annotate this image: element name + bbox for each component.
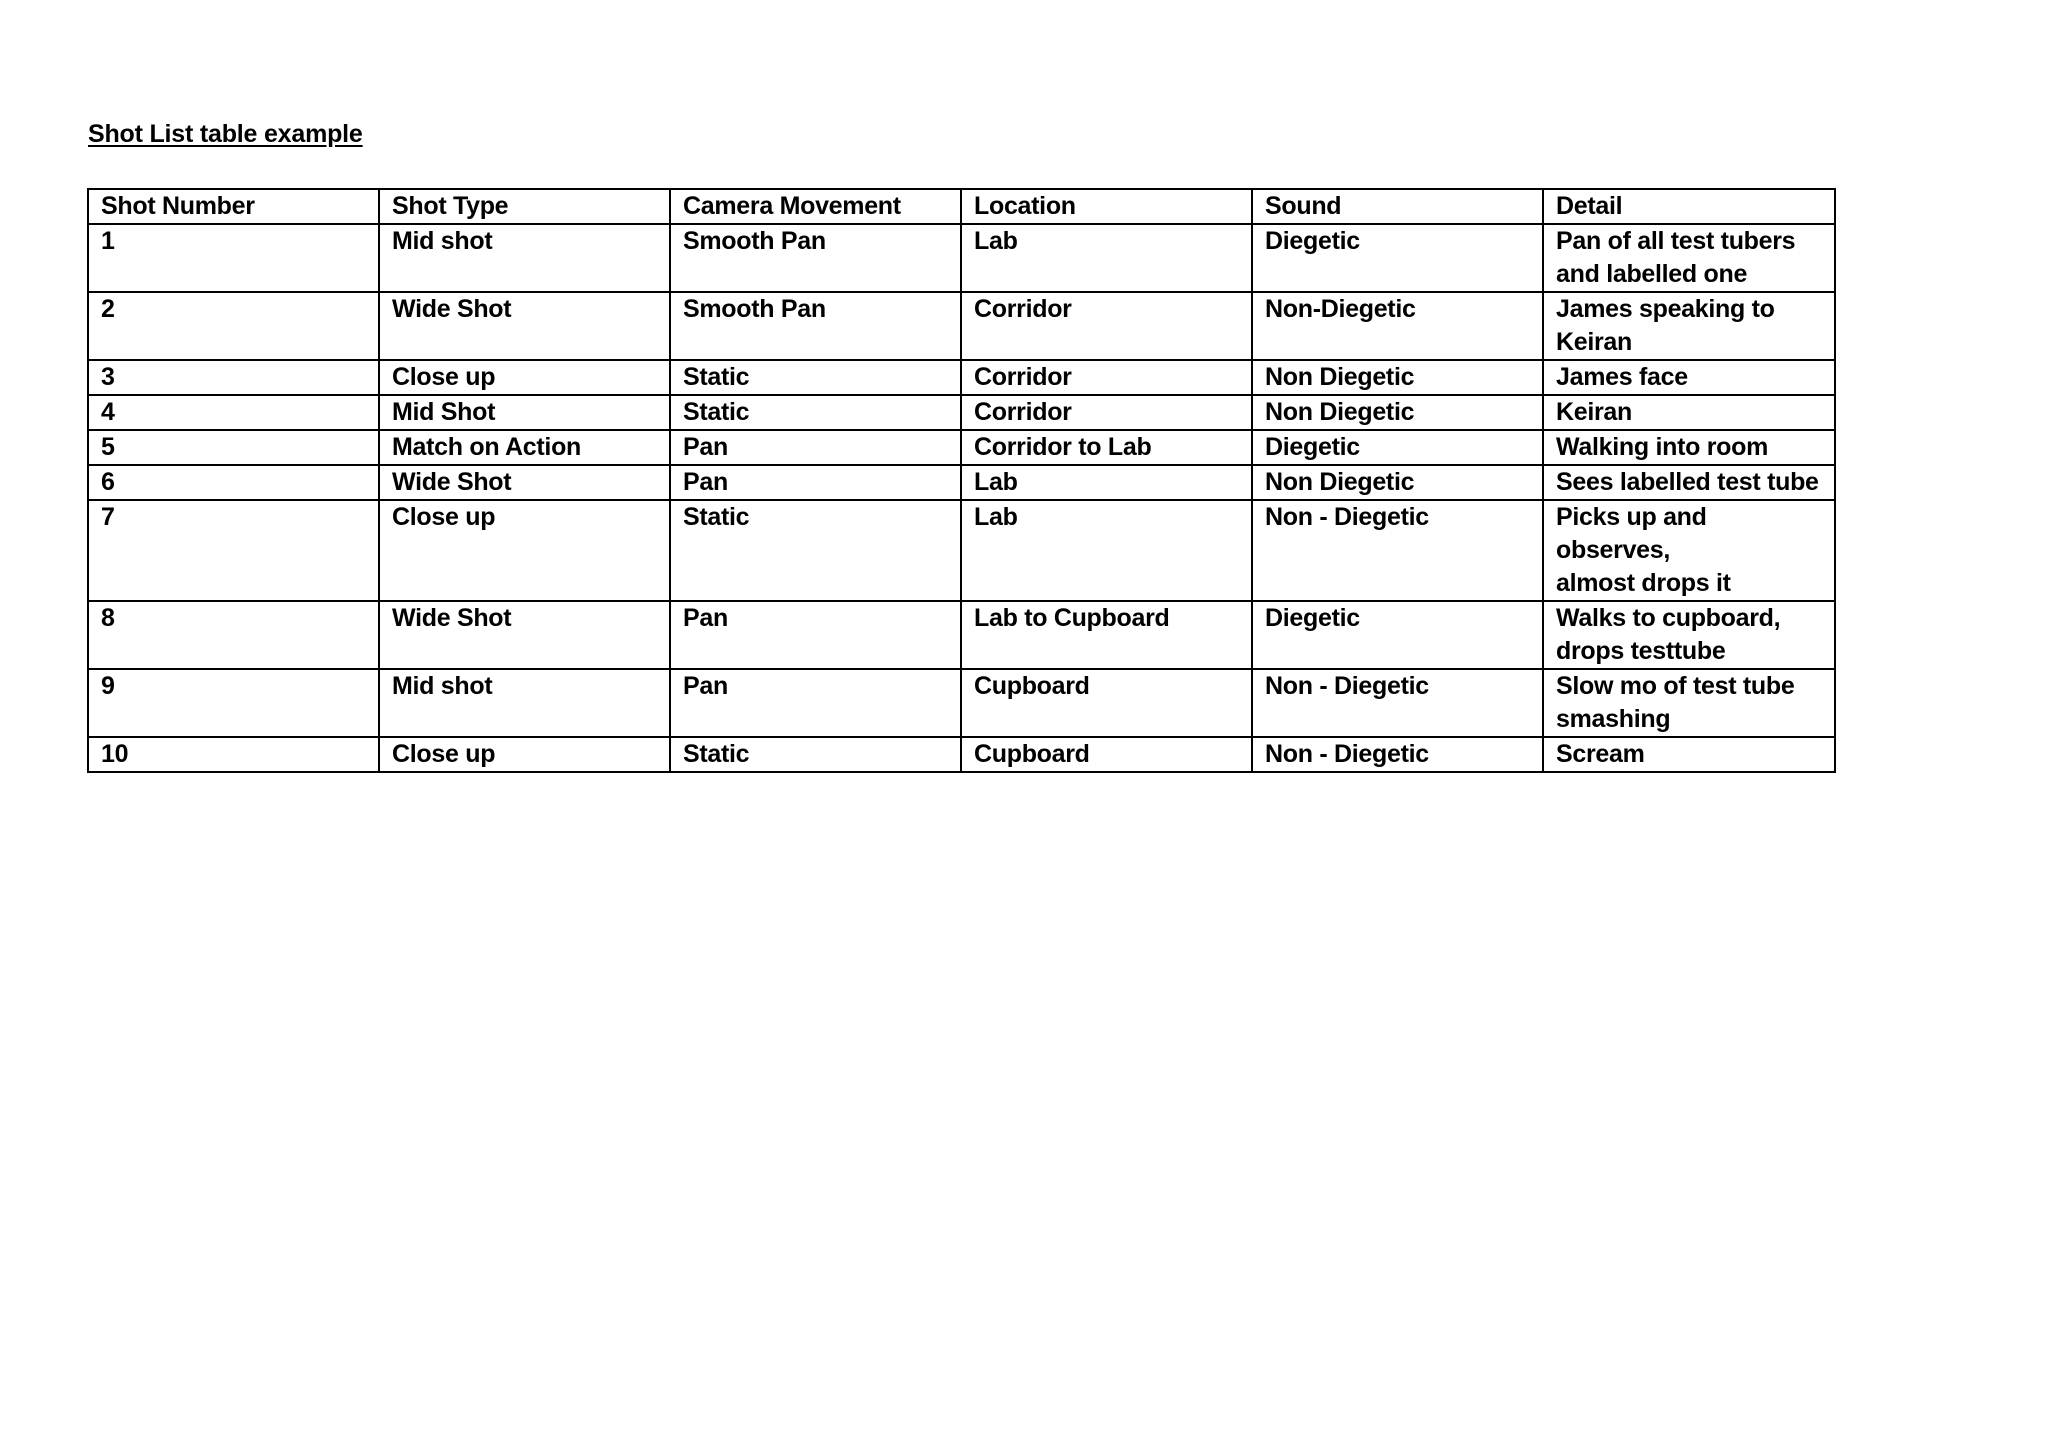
page-title: Shot List table example: [88, 120, 363, 148]
cell-camera-movement: Pan: [670, 465, 961, 500]
header-shot-number: Shot Number: [88, 189, 379, 224]
cell-shot-type: Match on Action: [379, 430, 670, 465]
cell-location: Corridor: [961, 395, 1252, 430]
cell-location: Cupboard: [961, 737, 1252, 772]
cell-detail: Slow mo of test tube smashing: [1543, 669, 1835, 737]
cell-camera-movement: Pan: [670, 669, 961, 737]
cell-camera-movement: Smooth Pan: [670, 224, 961, 292]
cell-shot-type: Mid shot: [379, 669, 670, 737]
cell-sound: Non - Diegetic: [1252, 500, 1543, 601]
table-row: [88, 360, 1835, 395]
cell-location: Corridor: [961, 292, 1252, 360]
table-row: [88, 465, 1835, 500]
cell-detail: Pan of all test tubers and labelled one: [1543, 224, 1835, 292]
table-header-row: [88, 189, 1835, 224]
cell-detail: Scream: [1543, 737, 1835, 772]
cell-shot-number: 6: [88, 465, 379, 500]
cell-camera-movement: Smooth Pan: [670, 292, 961, 360]
cell-detail: Walking into room: [1543, 430, 1835, 465]
header-detail: Detail: [1543, 189, 1835, 224]
cell-sound: Non - Diegetic: [1252, 669, 1543, 737]
cell-detail: James face: [1543, 360, 1835, 395]
cell-shot-type: Wide Shot: [379, 465, 670, 500]
table-row: [88, 395, 1835, 430]
cell-location: Lab: [961, 500, 1252, 601]
cell-camera-movement: Static: [670, 737, 961, 772]
header-location: Location: [961, 189, 1252, 224]
cell-camera-movement: Static: [670, 500, 961, 601]
cell-shot-type: Close up: [379, 360, 670, 395]
cell-shot-type: Mid shot: [379, 224, 670, 292]
cell-camera-movement: Pan: [670, 601, 961, 669]
cell-location: Corridor: [961, 360, 1252, 395]
cell-location: Lab to Cupboard: [961, 601, 1252, 669]
cell-detail: Keiran: [1543, 395, 1835, 430]
cell-sound: Non Diegetic: [1252, 395, 1543, 430]
cell-detail: Sees labelled test tube: [1543, 465, 1835, 500]
cell-location: Lab: [961, 465, 1252, 500]
table-row: [88, 669, 1835, 737]
cell-detail: Picks up and observes, almost drops it: [1543, 500, 1835, 601]
cell-location: Cupboard: [961, 669, 1252, 737]
cell-shot-type: Wide Shot: [379, 601, 670, 669]
cell-shot-number: 3: [88, 360, 379, 395]
cell-detail: James speaking to Keiran: [1543, 292, 1835, 360]
cell-sound: Non Diegetic: [1252, 360, 1543, 395]
table-row: [88, 500, 1835, 601]
cell-shot-number: 10: [88, 737, 379, 772]
header-shot-type: Shot Type: [379, 189, 670, 224]
cell-sound: Diegetic: [1252, 430, 1543, 465]
cell-location: Corridor to Lab: [961, 430, 1252, 465]
header-sound: Sound: [1252, 189, 1543, 224]
table-row: [88, 430, 1835, 465]
cell-shot-number: 8: [88, 601, 379, 669]
cell-camera-movement: Static: [670, 395, 961, 430]
cell-location: Lab: [961, 224, 1252, 292]
header-camera-movement: Camera Movement: [670, 189, 961, 224]
cell-shot-number: 7: [88, 500, 379, 601]
cell-sound: Diegetic: [1252, 224, 1543, 292]
cell-detail: Walks to cupboard, drops testtube: [1543, 601, 1835, 669]
cell-sound: Non Diegetic: [1252, 465, 1543, 500]
cell-shot-type: Close up: [379, 737, 670, 772]
cell-shot-number: 4: [88, 395, 379, 430]
table-row: [88, 224, 1835, 292]
cell-sound: Non - Diegetic: [1252, 737, 1543, 772]
cell-shot-number: 1: [88, 224, 379, 292]
cell-sound: Diegetic: [1252, 601, 1543, 669]
table-row: [88, 292, 1835, 360]
cell-shot-number: 2: [88, 292, 379, 360]
cell-camera-movement: Pan: [670, 430, 961, 465]
cell-sound: Non-Diegetic: [1252, 292, 1543, 360]
cell-shot-type: Wide Shot: [379, 292, 670, 360]
table-row: [88, 737, 1835, 772]
shot-list-table: [87, 188, 1836, 773]
table-row: [88, 601, 1835, 669]
cell-shot-number: 5: [88, 430, 379, 465]
cell-camera-movement: Static: [670, 360, 961, 395]
cell-shot-type: Mid Shot: [379, 395, 670, 430]
cell-shot-type: Close up: [379, 500, 670, 601]
cell-shot-number: 9: [88, 669, 379, 737]
